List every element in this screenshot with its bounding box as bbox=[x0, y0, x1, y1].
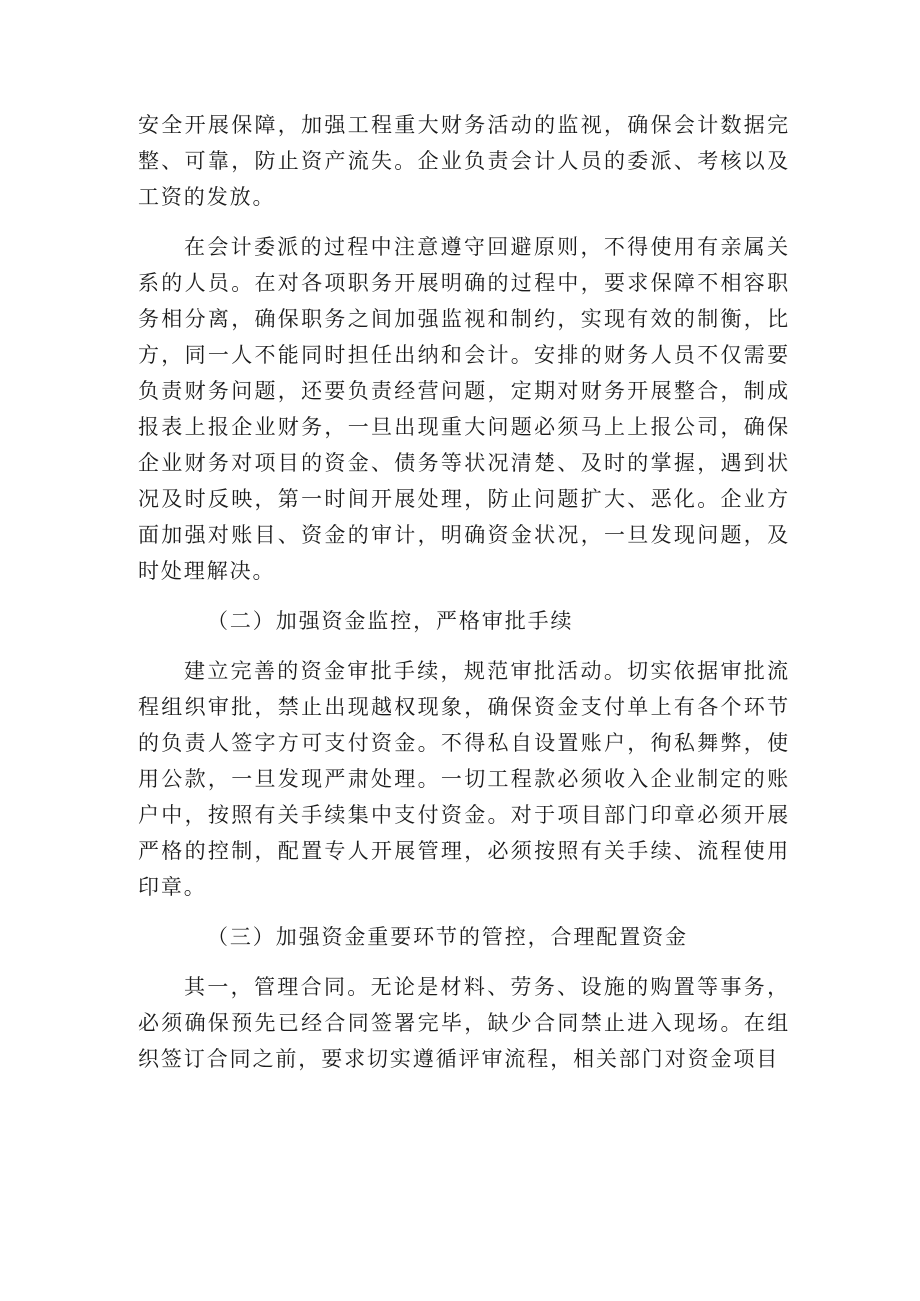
paragraph-contract-management: 其一，管理合同。无论是材料、劳务、设施的购置等事务，必须确保预先已经合同签署完毕，缺少合同禁止进入现场。在组织签订合同之前，要求切实遵循评审流程，相关部门对资金项目 bbox=[138, 975, 790, 1071]
document-body bbox=[138, 107, 790, 1091]
section-heading-3: （三）加强资金重要环节的管控，合理配置资金 bbox=[207, 925, 688, 949]
paragraph-accountant-assignment: 在会计委派的过程中注意遵守回避原则，不得使用有亲属关系的人员。在对各项职务开展明确的过程中，要求保障不相容职务相分离，确保职务之间加强监视和制约，实现有效的制衡，比方，同一人不能同时担任出纳和会计。安排的财务人员不仅需要负责财务问题，还要负责经营问题，定期对财务开展整合，制成报表上报企业财务，一旦出现重大问题必须马上上报公司，确保企业财务对项目的资金、债务等状况清楚、及时的掌握，遇到状况及时反映，第一时间开展处理，防止问题扩大、恶化。企业方面加强对账目、资金的审计，明确资金状况，一旦发现问题，及时处理解决。 bbox=[138, 235, 790, 583]
paragraph-fund-approval: 建立完善的资金审批手续，规范审批活动。切实依据审批流程组织审批，禁止出现越权现象，确保资金支付单上有各个环节的负责人签字方可支付资金。不得私自设置账户，徇私舞弊，使用公款，一旦发现严肃处理。一切工程款必须收入企业制定的账户中，按照有关手续集中支付资金。对于项目部门印章必须开展严格的控制，配置专人开展管理，必须按照有关手续、流程使用印章。 bbox=[138, 659, 790, 899]
paragraph-continuation: 安全开展保障，加强工程重大财务活动的监视，确保会计数据完整、可靠，防止资产流失。企业负责会计人员的委派、考核以及工资的发放。 bbox=[138, 113, 790, 209]
section-heading-2: （二）加强资金监控，严格审批手续 bbox=[207, 609, 574, 633]
